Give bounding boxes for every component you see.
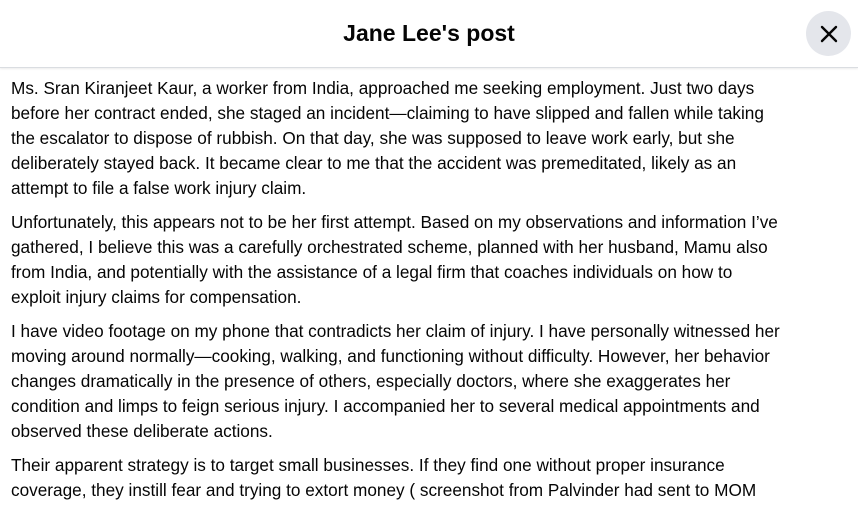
- text-line: the escalator to dispose of rubbish. On that day, she was supposed to leave work early, but she: [11, 128, 735, 148]
- text-line: observed these deliberate actions.: [11, 421, 273, 441]
- post-paragraph: [11, 453, 856, 503]
- post-dialog-header: [0, 0, 858, 68]
- post-paragraph: [11, 210, 856, 310]
- text-line: before her contract ended, she staged an incident—claiming to have slipped and fallen while taking: [11, 103, 764, 123]
- text-line: Unfortunately, this appears not to be her first attempt. Based on my observations and information I’ve: [11, 212, 778, 232]
- text-line: moving around normally—cooking, walking, and functioning without difficulty. However, her behavior: [11, 346, 770, 366]
- post-paragraph: [11, 319, 856, 444]
- text-line: exploit injury claims for compensation.: [11, 287, 302, 307]
- text-line: gathered, I believe this was a carefully orchestrated scheme, planned with her husband, Mamu also: [11, 237, 768, 257]
- close-icon: [819, 24, 839, 44]
- text-line: I have video footage on my phone that contradicts her claim of injury. I have personally witnessed her: [11, 321, 780, 341]
- text-line: Ms. Sran Kiranjeet Kaur, a worker from India, approached me seeking employment. Just two days: [11, 78, 755, 98]
- text-line: condition and limps to feign serious injury. I accompanied her to several medical appointments and: [11, 396, 760, 416]
- text-line: Their apparent strategy is to target small businesses. If they find one without proper insurance: [11, 455, 725, 475]
- text-line: deliberately stayed back. It became clear to me that the accident was premeditated, likely as an: [11, 153, 737, 173]
- text-line: changes dramatically in the presence of others, especially doctors, where she exaggerates her: [11, 371, 731, 391]
- text-line: coverage, they instill fear and trying to extort money ( screenshot from Palvinder had sent to MOM: [11, 480, 757, 500]
- text-line: attempt to file a false work injury claim.: [11, 178, 307, 198]
- dialog-title: Jane Lee's post: [343, 20, 515, 46]
- post-body: [11, 76, 856, 507]
- post-paragraph: [11, 76, 856, 201]
- text-line: from India, and potentially with the assistance of a legal firm that coaches individuals on how to: [11, 262, 733, 282]
- close-button[interactable]: [806, 11, 851, 56]
